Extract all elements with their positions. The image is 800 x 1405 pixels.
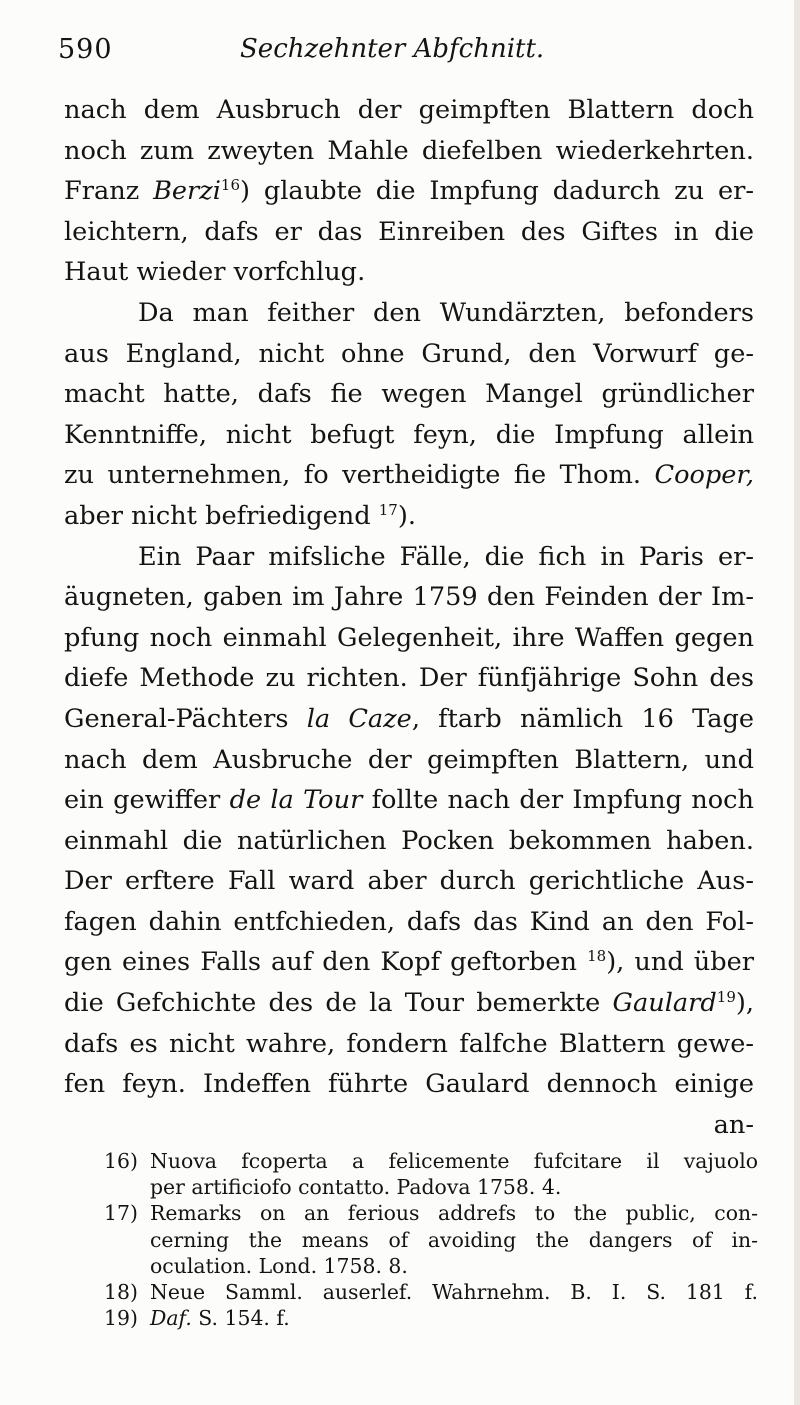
main-text — [64, 90, 754, 1145]
footnote-18 — [104, 1279, 758, 1305]
footnote-text: Nuova fcoperta a felicemente fufcitare il vajuolo — [150, 1149, 758, 1173]
footnote-text: Remarks on an ferious addrefs to the public, con- — [150, 1201, 758, 1226]
text-line: dafs es nicht wahre, fondern falfche Blattern gewe- — [64, 1028, 754, 1059]
footnote-ref: 19 — [716, 988, 736, 1007]
footnote-ref: 17 — [378, 500, 398, 519]
text-line: noch zum zweyten Mahle diefelben wiederkehrten. — [64, 135, 754, 166]
text-line: pfung noch einmahl Gelegenheit, ihre Waffen gegen — [64, 622, 754, 653]
text-line: macht hatte, dafs fie wegen Mangel gründlicher — [64, 379, 754, 410]
text-line: diefe Methode zu richten. Der fünfjährige Sohn des — [64, 663, 754, 694]
text-line: die Gefchichte des de la Tour bemerkte Gaulard$^{19}$), — [64, 988, 754, 1019]
text-line: General-Pächters la Caze, ftarb nämlich 16 Tage — [64, 703, 754, 734]
person-name: Gaulard — [612, 988, 717, 1019]
person-name: de la Tour — [229, 785, 363, 816]
footnote-number: 17) — [104, 1201, 138, 1226]
footnote-ref: 16 — [220, 176, 241, 195]
footnote-text: Neue Samml. auserlef. Wahrnehm. B. I. S. 181 f. — [150, 1280, 758, 1305]
footnote-number: 16) — [104, 1149, 138, 1173]
text-line: nach dem Ausbruch der geimpften Blattern doch — [64, 95, 754, 125]
person-name: la Caze — [306, 703, 412, 734]
footnote-ref: 18 — [587, 947, 607, 966]
footnote-number: 19) — [104, 1306, 138, 1331]
page-number: 590 — [58, 34, 113, 65]
footnote-16 — [104, 1148, 758, 1174]
running-title: Sechzehnter Abfchnitt. — [240, 34, 545, 64]
page-edge-shadow — [794, 0, 800, 1405]
catchword: an- — [713, 1109, 754, 1140]
footnotes — [104, 1148, 758, 1331]
text-line: einmahl die natürlichen Pocken bekommen haben. — [64, 825, 754, 856]
text-line: zu unternehmen, fo vertheidigte fie Thom. Cooper, — [64, 460, 754, 491]
text-line: aber nicht befriedigend $^{17}$). — [64, 500, 416, 531]
paragraph-start-line: Da man feither den Wundärzten, befonders — [138, 297, 754, 328]
person-name: Cooper, — [654, 460, 754, 491]
text-line: Kenntniffe, nicht befugt feyn, die Impfung allein — [64, 419, 754, 450]
footnote-text: Daf. S. 154. f. — [150, 1306, 290, 1331]
text-line: Haut wieder vorfchlug. — [64, 257, 366, 288]
footnote-text: oculation. Lond. 1758. 8. — [150, 1253, 408, 1278]
text-line: Der erftere Fall ward aber durch gerichtliche Aus- — [64, 866, 754, 897]
text-line: leichtern, dafs er das Einreiben des Giftes in die — [64, 216, 754, 247]
footnote-text: cerning the means of avoiding the dangers of in- — [150, 1227, 758, 1252]
text-line: aus England, nicht ohne Grund, den Vorwurf ge- — [64, 338, 754, 369]
text-line: äugneten, gaben im Jahre 1759 den Feinden der Im- — [64, 582, 754, 613]
footnote-number: 18) — [104, 1280, 138, 1305]
text-line: nach dem Ausbruche der geimpften Blattern, und — [64, 744, 754, 775]
footnote-17 — [104, 1200, 758, 1226]
text-line: fagen dahin entfchieden, dafs das Kind an den Fol- — [64, 906, 754, 937]
footnote-text: per artificiofo contatto. Padova 1758. 4. — [150, 1175, 562, 1200]
footnote-19 — [104, 1305, 758, 1331]
text-line: gen eines Falls auf den Kopf geftorben $^{18}$), und über — [64, 947, 754, 978]
text-line: Franz Berzi$^{16}$) glaubte die Impfung dadurch zu er- — [64, 176, 754, 207]
text-line: ein gewiffer de la Tour follte nach der Impfung noch — [64, 785, 754, 816]
text-line: fen feyn. Indeffen führte Gaulard dennoch einige — [64, 1069, 754, 1100]
person-name: Berzi — [153, 176, 221, 207]
page-header — [58, 34, 758, 74]
paragraph-start-line: Ein Paar mifsliche Fälle, die fich in Paris er- — [138, 541, 754, 572]
